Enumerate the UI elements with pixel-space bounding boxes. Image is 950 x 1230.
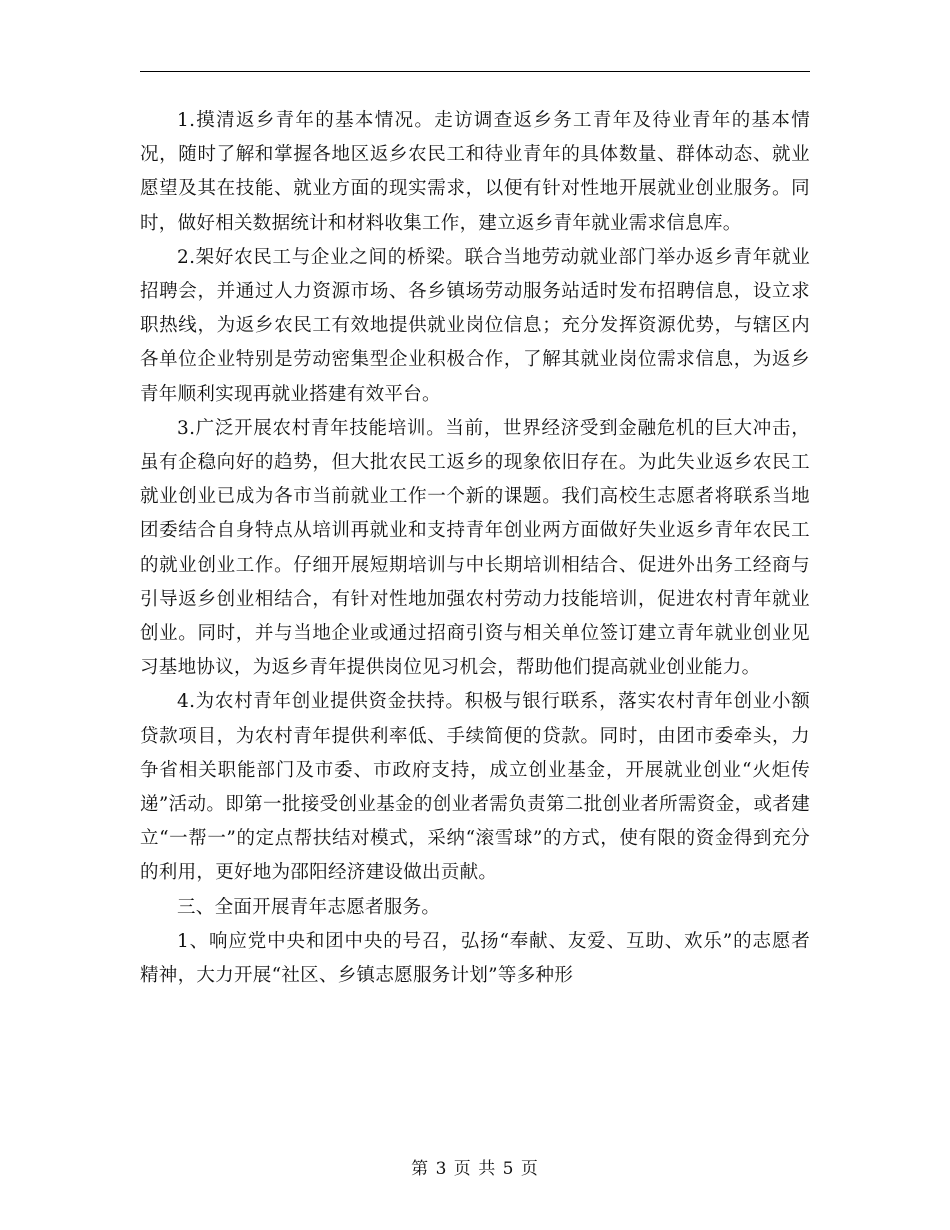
section-heading: 三、全面开展青年志愿者服务。 [177,896,441,918]
paragraph: 1、响应党中央和团中央的号召，弘扬“奉献、友爱、互助、欢乐”的志愿者精神，大力开展“社区、乡镇志愿服务计划”等多种形 [140,930,810,987]
paragraph: 3.广泛开展农村青年技能培训。当前，世界经济受到金融危机的巨大冲击，虽有企稳向好的趋势，但大批农民工返乡的现象依旧存在。为此失业返乡农民工就业创业已成为各市当前就业工作一个新的课题。我们高校生志愿者将联系当地团委结合自身特点从培训再就业和支持青年创业两方面做好失业返乡青年农民工的就业创业工作。仔细开展短期培训与中长期培训相结合、促进外出务工经商与引导返乡创业相结合，有针对性地加强农村劳动力技能培训，促进农村青年就业创业。同时，并与当地企业或通过招商引资与相关单位签订建立青年就业创业见习基地协议，为返乡青年提供岗位见习机会，帮助他们提高就业创业能力。 [140,417,810,679]
page-number-footer: 第 3 页 共 5 页 [411,1159,539,1179]
header-rule [140,71,810,72]
paragraph: 1.摸清返乡青年的基本情况。走访调查返乡务工青年及待业青年的基本情况，随时了解和掌握各地区返乡农民工和待业青年的具体数量、群体动态、就业愿望及其在技能、就业方面的现实需求，以便有针对性地开展就业创业服务。同时，做好相关数据统计和材料收集工作，建立返乡青年就业需求信息库。 [140,110,810,234]
paragraph: 2.架好农民工与企业之间的桥梁。联合当地劳动就业部门举办返乡青年就业招聘会，并通过人力资源市场、各乡镇场劳动服务站适时发布招聘信息，设立求职热线，为返乡农民工有效地提供就业岗位信息；充分发挥资源优势，与辖区内各单位企业特别是劳动密集型企业积极合作，了解其就业岗位需求信息，为返乡青年顺利实现再就业搭建有效平台。 [140,246,810,405]
document-body [140,104,810,993]
paragraph: 4.为农村青年创业提供资金扶持。积极与银行联系，落实农村青年创业小额贷款项目，为农村青年提供利率低、手续简便的贷款。同时，由团市委牵头，力争省相关职能部门及市委、市政府支持，成立创业基金，开展就业创业“火炬传递”活动。即第一批接受创业基金的创业者需负责第二批创业者所需资金，或者建立“一帮一”的定点帮扶结对模式，采纳“滚雪球”的方式，使有限的资金得到充分的利用，更好地为邵阳经济建设做出贡献。 [140,691,810,884]
